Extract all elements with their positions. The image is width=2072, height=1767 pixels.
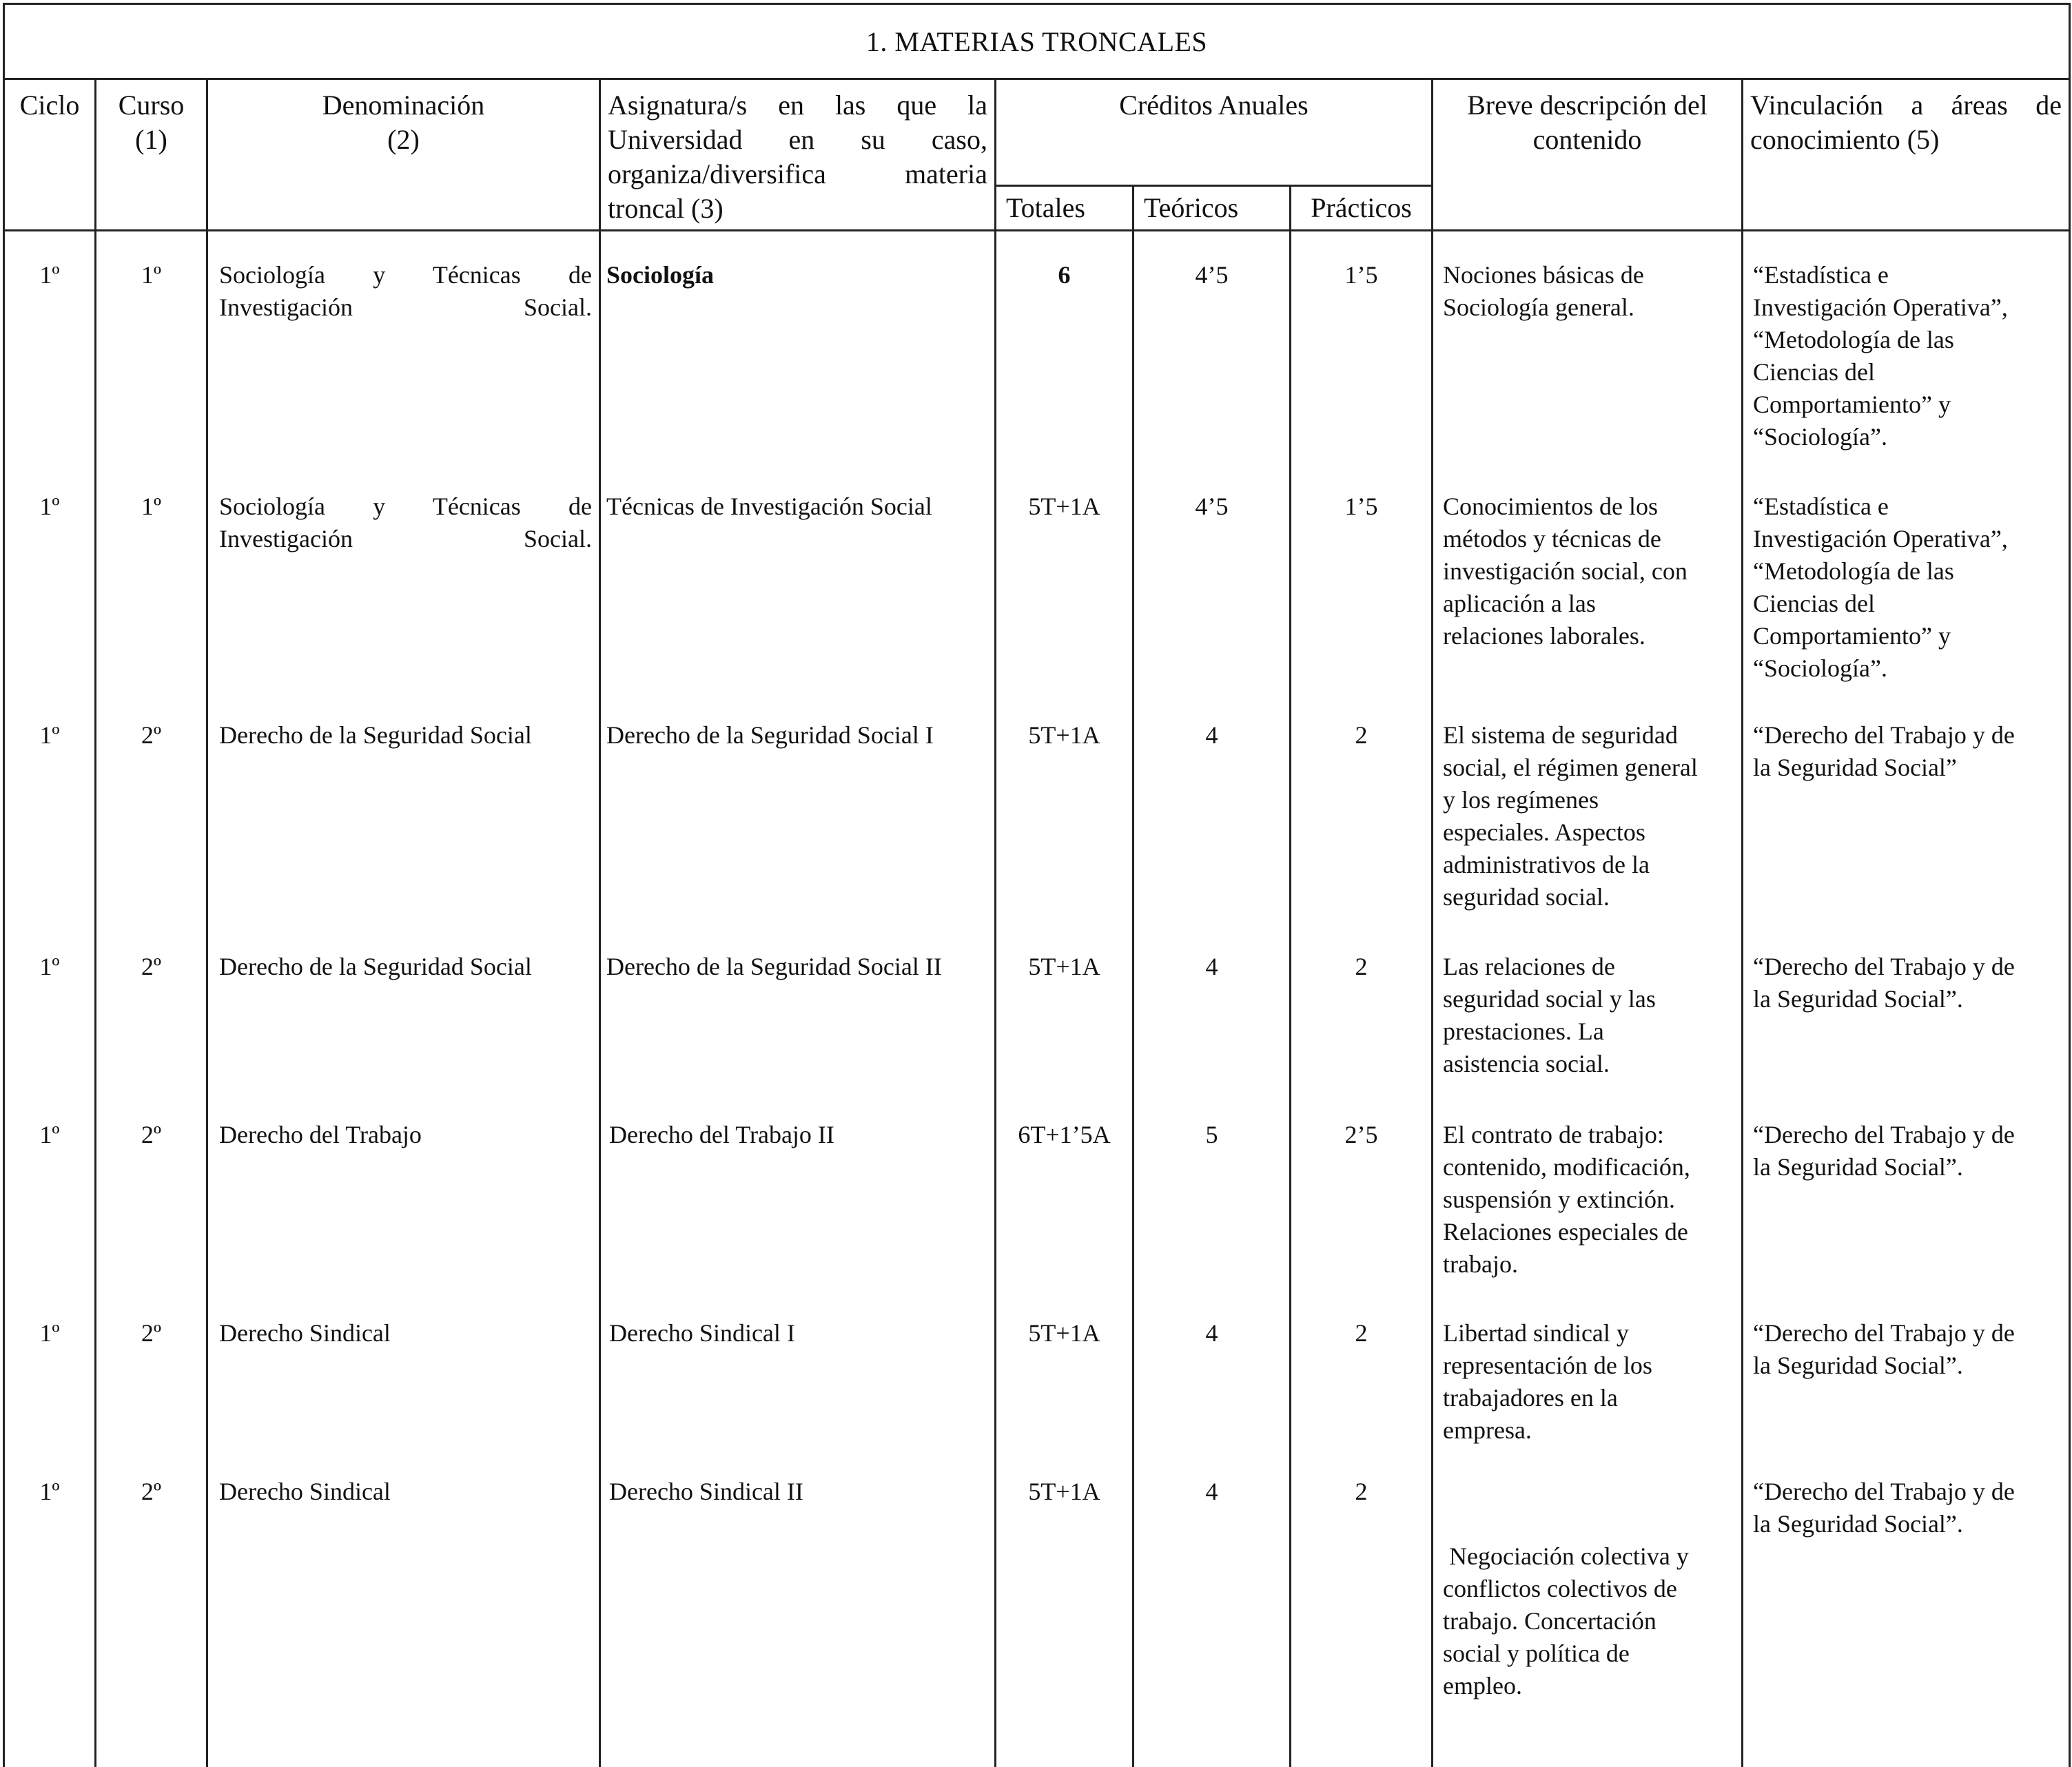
cell-teoricos: 4’5 [1134, 252, 1291, 484]
cell-vinculacion: “Derecho del Trabajo y de la Seguridad Social” [1743, 715, 2070, 945]
cell-totales: 5T+1A [996, 1470, 1134, 1767]
cell-practicos: 1’5 [1291, 252, 1433, 484]
cell-descripcion: Conocimientos de los métodos y técnicas de investigación social, con aplicación a las relaciones laborales. [1433, 484, 1743, 715]
header-asignatura: Asignatura/s en las que la Universidad en su caso, organiza/diversifica materia troncal (3) [600, 79, 996, 231]
cell-vinculacion: “Derecho del Trabajo y de la Seguridad Social”. [1743, 1470, 2070, 1767]
cell-denominacion: Sociología y Técnicas de Investigación Social. [207, 252, 600, 484]
table-row [4, 945, 2070, 1113]
cell-ciclo: 1º [4, 945, 96, 1113]
cell-totales: 6T+1’5A [996, 1113, 1134, 1312]
cell-asignatura: Técnicas de Investigación Social [600, 484, 996, 715]
cell-asignatura: Sociología [600, 252, 996, 484]
cell-ciclo: 1º [4, 1312, 96, 1470]
cell-asignatura: Derecho Sindical I [600, 1312, 996, 1470]
cell-vinculacion: “Estadística e Investigación Operativa”, “Metodología de las Ciencias del Comportamiento” y “Sociología”. [1743, 252, 2070, 484]
cell-denominacion: Derecho de la Seguridad Social [207, 715, 600, 945]
cell-teoricos: 4 [1134, 1470, 1291, 1767]
cell-vinculacion: “Derecho del Trabajo y de la Seguridad Social”. [1743, 1113, 2070, 1312]
header-descripcion: Breve descripción del contenido [1433, 79, 1743, 231]
header-denominacion: Denominación (2) [207, 79, 600, 231]
table-row [4, 1113, 2070, 1312]
cell-teoricos: 4 [1134, 945, 1291, 1113]
cell-denominacion: Derecho Sindical [207, 1470, 600, 1767]
cell-practicos: 1’5 [1291, 484, 1433, 715]
cell-totales: 5T+1A [996, 1312, 1134, 1470]
header-spacer [4, 231, 2070, 253]
table-row [4, 484, 2070, 715]
document-page [3, 3, 2069, 1699]
materias-troncales-table [3, 3, 2071, 1767]
header-totales: Totales [996, 186, 1134, 231]
cell-descripcion: El contrato de trabajo: contenido, modificación, suspensión y extinción. Relaciones especiales de trabajo. [1433, 1113, 1743, 1312]
header-creditos-anuales: Créditos Anuales [996, 79, 1433, 186]
header-vinculacion: Vinculación a áreas de conocimiento (5) [1743, 79, 2070, 231]
header-teoricos: Teóricos [1134, 186, 1291, 231]
cell-totales: 6 [996, 252, 1134, 484]
cell-denominacion: Derecho del Trabajo [207, 1113, 600, 1312]
header-practicos: Prácticos [1291, 186, 1433, 231]
cell-descripcion: El sistema de seguridad social, el régimen general y los regímenes especiales. Aspectos administrativos de la seguridad social. [1433, 715, 1743, 945]
cell-curso: 2º [96, 1113, 207, 1312]
cell-teoricos: 4 [1134, 1312, 1291, 1470]
cell-vinculacion: “Derecho del Trabajo y de la Seguridad Social”. [1743, 945, 2070, 1113]
header-curso: Curso (1) [96, 79, 207, 231]
cell-teoricos: 4’5 [1134, 484, 1291, 715]
cell-practicos: 2 [1291, 715, 1433, 945]
cell-ciclo: 1º [4, 1113, 96, 1312]
cell-vinculacion: “Estadística e Investigación Operativa”, “Metodología de las Ciencias del Comportamiento” y “Sociología”. [1743, 484, 2070, 715]
cell-ciclo: 1º [4, 252, 96, 484]
table-row [4, 1312, 2070, 1470]
table-row [4, 1470, 2070, 1767]
table-row [4, 252, 2070, 484]
cell-curso: 2º [96, 1470, 207, 1767]
cell-asignatura: Derecho de la Seguridad Social II [600, 945, 996, 1113]
cell-curso: 2º [96, 715, 207, 945]
cell-denominacion: Sociología y Técnicas de Investigación Social. [207, 484, 600, 715]
cell-ciclo: 1º [4, 715, 96, 945]
cell-practicos: 2 [1291, 1312, 1433, 1470]
cell-denominacion: Derecho Sindical [207, 1312, 600, 1470]
cell-asignatura: Derecho Sindical II [600, 1470, 996, 1767]
cell-descripcion: Libertad sindical y representación de los trabajadores en la empresa. [1433, 1312, 1743, 1470]
cell-descripcion: Negociación colectiva y conflictos colectivos de trabajo. Concertación social y política de empleo. [1433, 1470, 1743, 1767]
cell-curso: 2º [96, 1312, 207, 1470]
table-row [4, 715, 2070, 945]
cell-teoricos: 4 [1134, 715, 1291, 945]
cell-totales: 5T+1A [996, 945, 1134, 1113]
cell-ciclo: 1º [4, 1470, 96, 1767]
table-title: 1. MATERIAS TRONCALES [4, 4, 2070, 79]
cell-teoricos: 5 [1134, 1113, 1291, 1312]
cell-curso: 1º [96, 252, 207, 484]
cell-totales: 5T+1A [996, 484, 1134, 715]
cell-descripcion: Las relaciones de seguridad social y las prestaciones. La asistencia social. [1433, 945, 1743, 1113]
cell-curso: 1º [96, 484, 207, 715]
cell-practicos: 2 [1291, 1470, 1433, 1767]
cell-practicos: 2 [1291, 945, 1433, 1113]
cell-asignatura: Derecho de la Seguridad Social I [600, 715, 996, 945]
header-ciclo: Ciclo [4, 79, 96, 231]
cell-descripcion: Nociones básicas de Sociología general. [1433, 252, 1743, 484]
cell-asignatura: Derecho del Trabajo II [600, 1113, 996, 1312]
cell-ciclo: 1º [4, 484, 96, 715]
cell-denominacion: Derecho de la Seguridad Social [207, 945, 600, 1113]
cell-curso: 2º [96, 945, 207, 1113]
cell-vinculacion: “Derecho del Trabajo y de la Seguridad Social”. [1743, 1312, 2070, 1470]
cell-practicos: 2’5 [1291, 1113, 1433, 1312]
cell-totales: 5T+1A [996, 715, 1134, 945]
